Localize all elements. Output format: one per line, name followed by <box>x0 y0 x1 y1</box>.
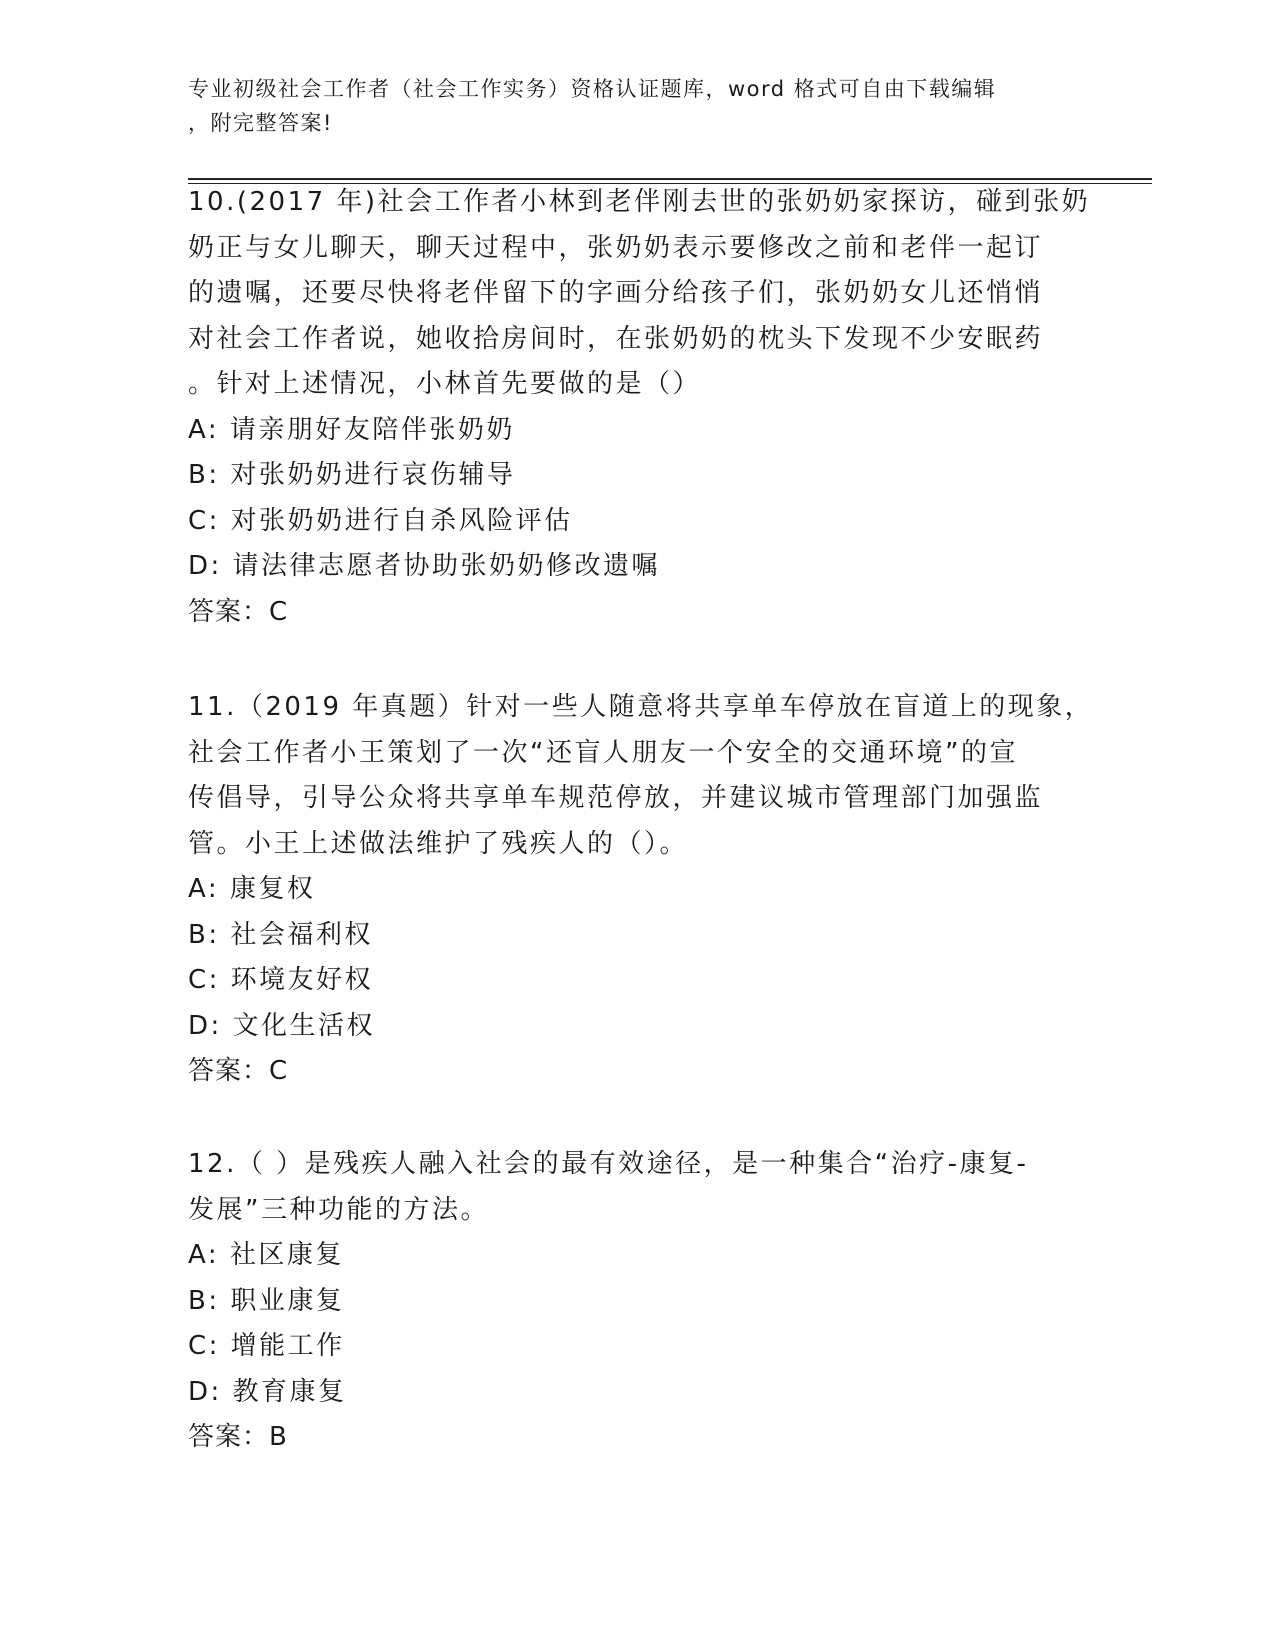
question-11 <box>188 685 1094 1095</box>
option-b: B: 社会福利权 <box>188 919 373 950</box>
option-c: C: 对张奶奶进行自杀风险评估 <box>188 505 573 536</box>
question-10 <box>188 180 1091 635</box>
question-stem-line: 管。小王上述做法维护了残疾人的（）。 <box>188 828 689 859</box>
option-b: B: 对张奶奶进行哀伤辅导 <box>188 460 516 490</box>
option-a: A: 社区康复 <box>188 1240 344 1270</box>
question-stem-line: 12.（ ）是残疾人融入社会的最有效途径，是一种集合“治疗-康复- <box>188 1149 1029 1179</box>
question-stem-line: 传倡导，引导公众将共享单车规范停放，并建议城市管理部门加强监 <box>188 783 1044 813</box>
header-line-2: ，附完整答案! <box>188 111 333 135</box>
question-stem-line: 社会工作者小王策划了一次“还盲人朋友一个安全的交通环境”的宣 <box>188 737 1018 768</box>
question-stem-line: 奶正与女儿聊天，聊天过程中，张奶奶表示要修改之前和老伴一起订 <box>188 232 1044 263</box>
option-a: A: 康复权 <box>188 874 316 904</box>
answer: 答案：C <box>188 1056 289 1086</box>
option-d: D: 请法律志愿者协助张奶奶修改遗嘱 <box>188 551 661 581</box>
question-12 <box>188 1142 1088 1461</box>
option-a: A: 请亲朋好友陪伴张奶奶 <box>188 414 515 445</box>
option-d: D: 教育康复 <box>188 1376 347 1407</box>
question-stem-line: 。针对上述情况，小林首先要做的是（） <box>188 369 702 399</box>
option-c: C: 增能工作 <box>188 1331 345 1361</box>
option-d: D: 文化生活权 <box>188 1010 376 1041</box>
question-stem-line: 11.（2019 年真题）针对一些人随意将共享单车停放在盲道上的现象， <box>188 692 1094 722</box>
question-stem-line: 对社会工作者说，她收拾房间时，在张奶奶的枕头下发现不少安眠药 <box>188 323 1044 354</box>
question-stem-line: 发展”三种功能的方法。 <box>188 1194 489 1225</box>
question-stem-line: 的遗嘱，还要尽快将老伴留下的字画分给孩子们，张奶奶女儿还悄悄 <box>188 278 1044 308</box>
question-stem-line: 10.(2017 年)社会工作者小林到老伴刚去世的张奶奶家探访，碰到张奶 <box>188 187 1091 217</box>
option-c: C: 环境友好权 <box>188 965 374 995</box>
answer: 答案：B <box>188 1422 288 1452</box>
document-header <box>188 72 1068 140</box>
answer: 答案：C <box>188 596 289 627</box>
header-line-1: 专业初级社会工作者（社会工作实务）资格认证题库，word 格式可自由下载编辑 <box>188 77 997 101</box>
option-b: B: 职业康复 <box>188 1285 345 1316</box>
